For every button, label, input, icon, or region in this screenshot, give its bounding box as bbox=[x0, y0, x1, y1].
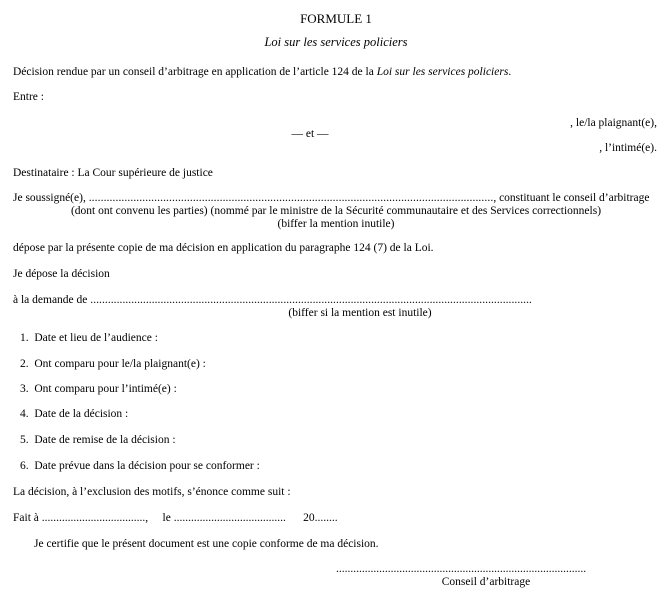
signature-label: Conseil d’arbitrage bbox=[441, 576, 531, 588]
request-field[interactable]: ....................................................................................................................................................... bbox=[90, 294, 532, 306]
year-field[interactable]: 20........ bbox=[303, 512, 338, 524]
form-subtitle: Loi sur les services policiers bbox=[264, 35, 408, 49]
list-item: 6. Date prévue dans la décision pour se conformer : bbox=[20, 460, 260, 472]
certify-line: Je certifie que le présent document est une copie conforme de ma décision. bbox=[34, 538, 379, 550]
undersigned-prefix: Je soussigné(e), bbox=[13, 192, 89, 204]
item-label: Date de la décision : bbox=[34, 408, 129, 420]
undersigned-suffix: , constituant le conseil d’arbitrage bbox=[493, 192, 650, 204]
made-at-line bbox=[13, 512, 338, 525]
list-item: 5. Date de remise de la décision : bbox=[20, 434, 176, 446]
deposit-decision-label: Je dépose la décision bbox=[13, 268, 110, 280]
list-item: 4. Date de la décision : bbox=[20, 408, 129, 420]
item-label: Date prévue dans la décision pour se conformer : bbox=[34, 460, 260, 472]
recipient-line: Destinataire : La Cour supérieure de justice bbox=[13, 167, 213, 179]
complainant-label: , le/la plaignant(e), bbox=[570, 117, 657, 129]
made-at-comma: , bbox=[145, 512, 149, 524]
form-title: FORMULE 1 bbox=[300, 11, 372, 26]
between-label: Entre : bbox=[13, 91, 44, 103]
item-label: Ont comparu pour l’intimé(e) : bbox=[34, 383, 177, 395]
intro-paragraph bbox=[13, 66, 511, 79]
deposit-paragraph: dépose par la présente copie de ma décision en application du paragraphe 124 (7) de la Loi. bbox=[13, 242, 434, 254]
intro-prefix: Décision rendue par un conseil d’arbitrage en application de l’article 124 de la bbox=[13, 66, 377, 78]
undersigned-line bbox=[13, 192, 649, 205]
item-label: Date et lieu de l’audience : bbox=[34, 332, 158, 344]
date-field[interactable]: ....................................... bbox=[173, 512, 286, 524]
strike-note: (biffer la mention inutile) bbox=[277, 218, 395, 230]
respondent-label: , l’intimé(e). bbox=[599, 142, 657, 154]
request-note: (biffer si la mention est inutile) bbox=[288, 307, 432, 319]
date-prefix: le bbox=[162, 512, 174, 524]
place-field[interactable]: .................................... bbox=[41, 512, 146, 524]
and-separator: — et — bbox=[291, 128, 329, 140]
signature-field[interactable]: ....................................................................................... bbox=[336, 563, 587, 575]
list-item: 2. Ont comparu pour le/la plaignant(e) : bbox=[20, 358, 206, 370]
statement-line: La décision, à l’exclusion des motifs, s’énonce comme suit : bbox=[13, 486, 291, 498]
undersigned-name-field[interactable]: ........................................................................................................................................ bbox=[88, 192, 494, 204]
item-label: Ont comparu pour le/la plaignant(e) : bbox=[34, 358, 206, 370]
list-item: 1. Date et lieu de l’audience : bbox=[20, 332, 158, 344]
request-line bbox=[13, 294, 532, 307]
intro-law-name: Loi sur les services policiers bbox=[376, 66, 509, 78]
intro-suffix: . bbox=[508, 66, 512, 78]
list-item: 3. Ont comparu pour l’intimé(e) : bbox=[20, 383, 177, 395]
request-prefix: à la demande de bbox=[13, 294, 91, 306]
made-at-prefix: Fait à bbox=[13, 512, 42, 524]
item-label: Date de remise de la décision : bbox=[34, 434, 176, 446]
undersigned-note: (dont ont convenu les parties) (nommé par le ministre de la Sécurité communautaire et des Services correctionnels) bbox=[70, 205, 602, 217]
